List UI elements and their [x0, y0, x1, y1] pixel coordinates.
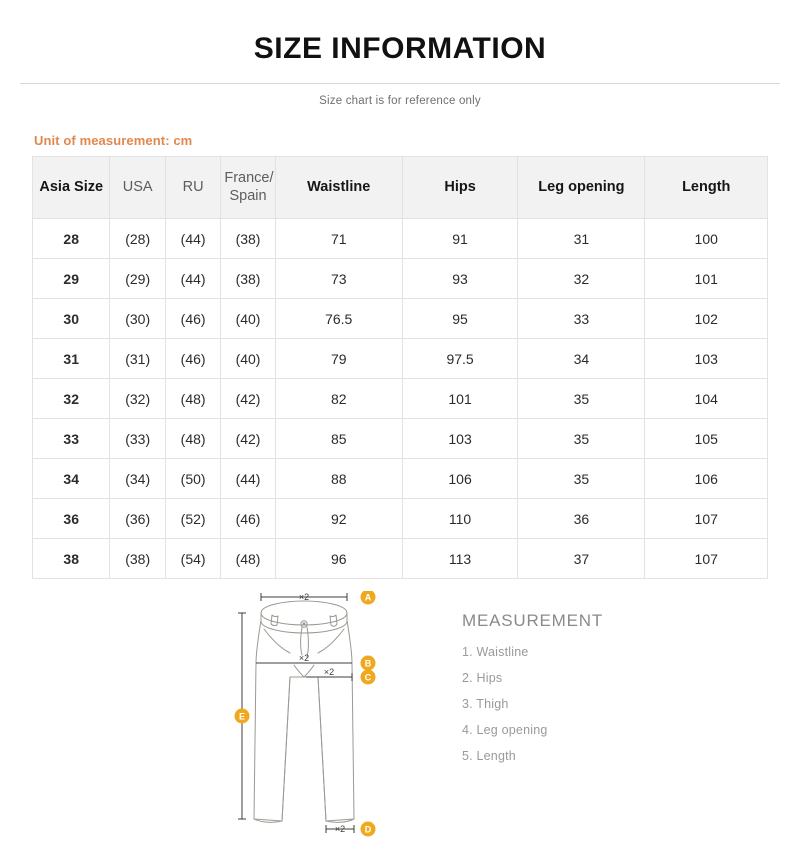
- marker-d: [361, 822, 376, 837]
- cell-hips: 103: [402, 419, 518, 459]
- cell-leg-opening: 35: [518, 459, 645, 499]
- column-header-hips: Hips: [402, 157, 518, 219]
- cell-asia-size: 32: [33, 379, 110, 419]
- cell-ru: (52): [165, 499, 220, 539]
- cell-ru: (44): [165, 259, 220, 299]
- cell-france-spain: (42): [221, 379, 275, 419]
- size-table: [32, 156, 768, 579]
- cell-hips: 95: [402, 299, 518, 339]
- table-row: [33, 299, 768, 339]
- cell-waistline: 96: [275, 539, 402, 579]
- cell-leg-opening: 32: [518, 259, 645, 299]
- cell-ru: (46): [165, 339, 220, 379]
- page-subtitle: Size chart is for reference only: [319, 95, 481, 107]
- cell-hips: 97.5: [402, 339, 518, 379]
- cell-usa: (34): [110, 459, 165, 499]
- cell-hips: 91: [402, 219, 518, 259]
- cell-waistline: 71: [275, 219, 402, 259]
- cell-leg-opening: 31: [518, 219, 645, 259]
- table-row: [33, 499, 768, 539]
- cell-ru: (46): [165, 299, 220, 339]
- cell-waistline: 88: [275, 459, 402, 499]
- unit-of-measurement-note: Unit of measurement: cm: [34, 133, 193, 148]
- cell-usa: (32): [110, 379, 165, 419]
- cell-usa: (31): [110, 339, 165, 379]
- cell-length: 102: [645, 299, 768, 339]
- cell-hips: 93: [402, 259, 518, 299]
- size-table-body: [33, 219, 768, 579]
- dimension-label-thigh-x2: ×2: [323, 667, 335, 677]
- marker-d-label: D: [364, 824, 372, 835]
- cell-hips: 110: [402, 499, 518, 539]
- pants-measurement-diagram: [228, 591, 398, 839]
- marker-e-label: E: [238, 711, 246, 722]
- legend-item: 5. Length: [462, 749, 516, 763]
- cell-asia-size: 29: [33, 259, 110, 299]
- measurement-section: [0, 591, 800, 841]
- cell-usa: (33): [110, 419, 165, 459]
- column-header-france-spain: France/ Spain: [221, 157, 275, 219]
- cell-waistline: 92: [275, 499, 402, 539]
- cell-length: 107: [645, 499, 768, 539]
- dimension-label-hips-x2: ×2: [298, 653, 310, 663]
- table-row: [33, 459, 768, 499]
- legend-item: 1. Waistline: [462, 645, 529, 659]
- cell-leg-opening: 34: [518, 339, 645, 379]
- cell-length: 104: [645, 379, 768, 419]
- cell-france-spain: (42): [221, 419, 275, 459]
- column-header-waistline: Waistline: [275, 157, 402, 219]
- cell-asia-size: 30: [33, 299, 110, 339]
- page-title: SIZE INFORMATION: [253, 32, 547, 65]
- legend-item: 2. Hips: [462, 671, 503, 685]
- cell-france-spain: (48): [221, 539, 275, 579]
- cell-ru: (48): [165, 379, 220, 419]
- cell-asia-size: 33: [33, 419, 110, 459]
- cell-ru: (48): [165, 419, 220, 459]
- dimension-label-waistline-x2: ×2: [298, 592, 310, 602]
- cell-waistline: 85: [275, 419, 402, 459]
- cell-length: 107: [645, 539, 768, 579]
- marker-e: [235, 709, 250, 724]
- table-row: [33, 539, 768, 579]
- cell-france-spain: (38): [221, 219, 275, 259]
- cell-asia-size: 34: [33, 459, 110, 499]
- column-header-asia-size: Asia Size: [33, 157, 110, 219]
- cell-usa: (30): [110, 299, 165, 339]
- cell-ru: (54): [165, 539, 220, 579]
- cell-usa: (38): [110, 539, 165, 579]
- cell-waistline: 82: [275, 379, 402, 419]
- column-header-leg-opening: Leg opening: [518, 157, 645, 219]
- cell-france-spain: (40): [221, 339, 275, 379]
- marker-b: [361, 656, 376, 671]
- cell-france-spain: (38): [221, 259, 275, 299]
- cell-usa: (29): [110, 259, 165, 299]
- legend-item: 3. Thigh: [462, 697, 509, 711]
- cell-france-spain: (40): [221, 299, 275, 339]
- column-header-ru: RU: [165, 157, 220, 219]
- cell-ru: (44): [165, 219, 220, 259]
- cell-asia-size: 36: [33, 499, 110, 539]
- table-row: [33, 379, 768, 419]
- column-header-length: Length: [645, 157, 768, 219]
- measurement-legend: [462, 611, 742, 775]
- pants-diagram-svg: [228, 591, 398, 839]
- cell-hips: 101: [402, 379, 518, 419]
- cell-length: 101: [645, 259, 768, 299]
- cell-leg-opening: 35: [518, 379, 645, 419]
- cell-asia-size: 38: [33, 539, 110, 579]
- cell-ru: (50): [165, 459, 220, 499]
- column-header-usa: USA: [110, 157, 165, 219]
- marker-b-label: B: [364, 658, 372, 669]
- cell-asia-size: 31: [33, 339, 110, 379]
- dimension-label-leg-opening-x2: ×2: [334, 824, 346, 834]
- legend-item: 4. Leg opening: [462, 723, 548, 737]
- cell-leg-opening: 37: [518, 539, 645, 579]
- table-header-row: [33, 157, 768, 219]
- cell-waistline: 79: [275, 339, 402, 379]
- cell-leg-opening: 36: [518, 499, 645, 539]
- cell-hips: 106: [402, 459, 518, 499]
- marker-a: [361, 591, 376, 605]
- table-row: [33, 339, 768, 379]
- cell-france-spain: (46): [221, 499, 275, 539]
- table-row: [33, 419, 768, 459]
- cell-france-spain: (44): [221, 459, 275, 499]
- table-row: [33, 219, 768, 259]
- measurement-legend-title: MEASUREMENT: [462, 611, 604, 630]
- measurement-legend-list: [462, 645, 742, 763]
- cell-waistline: 76.5: [275, 299, 402, 339]
- cell-leg-opening: 35: [518, 419, 645, 459]
- cell-leg-opening: 33: [518, 299, 645, 339]
- cell-usa: (28): [110, 219, 165, 259]
- marker-c-label: C: [364, 672, 372, 683]
- cell-length: 105: [645, 419, 768, 459]
- cell-length: 100: [645, 219, 768, 259]
- marker-c: [361, 670, 376, 685]
- marker-a-label: A: [364, 592, 372, 603]
- size-table-container: [32, 156, 768, 579]
- cell-asia-size: 28: [33, 219, 110, 259]
- cell-usa: (36): [110, 499, 165, 539]
- cell-length: 103: [645, 339, 768, 379]
- cell-waistline: 73: [275, 259, 402, 299]
- table-row: [33, 259, 768, 299]
- cell-length: 106: [645, 459, 768, 499]
- size-table-header: [33, 157, 768, 219]
- cell-hips: 113: [402, 539, 518, 579]
